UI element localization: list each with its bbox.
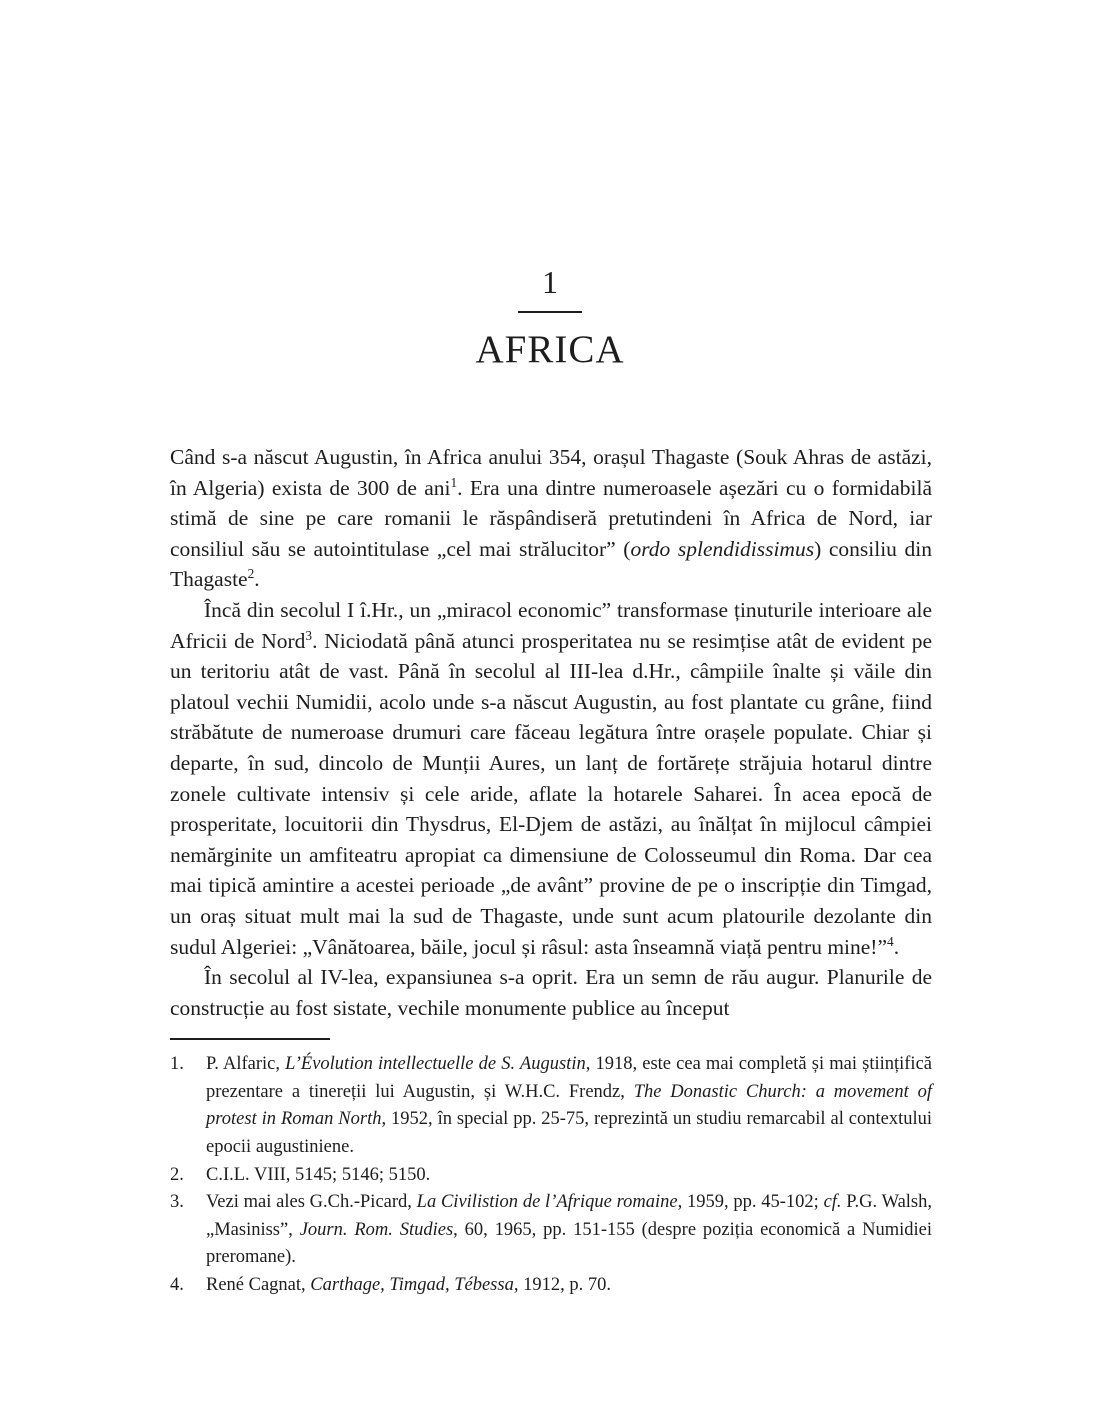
body-paragraph: În secolul al IV-lea, expansiunea s-a oprit. Era un semn de rău augur. Planurile de construcție au fost sistate, vechile monumente publice au început xyxy=(170,965,932,1020)
footnote-item xyxy=(170,1189,932,1272)
footnote-item xyxy=(170,1162,932,1190)
footnote-item xyxy=(170,1272,932,1300)
text-column xyxy=(170,442,932,1300)
body-paragraph: Când s-a născut Augustin, în Africa anului 354, orașul Thagaste (Souk Ahras de astăzi, în Algeria) exista de 300 de ani$^1$. Era una dintre numeroasele așezări cu o formidabilă stimă de sine pe care romanii le răspândiseră pretutindeni în Africa de Nord, iar consiliul său se autointitulase „cel mai strălucitor” (ordo splendidissimus) consiliu din Thagaste$^2$. xyxy=(170,445,933,592)
footnotes-section xyxy=(170,1051,932,1299)
footnote-number: 4. xyxy=(170,1275,184,1296)
chapter-title: AFRICA xyxy=(475,328,625,371)
footnote-text: René Cagnat, Carthage, Timgad, Tébessa, 1912, p. 70. xyxy=(206,1275,611,1296)
chapter-number: 1 xyxy=(542,264,558,300)
footnote-item xyxy=(170,1051,932,1161)
footnote-number: 1. xyxy=(170,1054,184,1075)
footnote-number: 3. xyxy=(170,1192,184,1213)
footnote-text: Vezi mai ales G.Ch.-Picard, La Civilistion de l’Afrique romaine, 1959, pp. 45-102; cf. P.G. Walsh, „Masiniss”, Journ. Rom. Studies, 60, 1965, pp. 151-155 (despre poziția economică a Numidiei preromane). xyxy=(206,1192,932,1268)
footnote-text: C.I.L. VIII, 5145; 5146; 5150. xyxy=(206,1164,431,1185)
body-paragraph: Încă din secolul I î.Hr., un „miracol economic” transformase ținuturile interioare ale Africii de Nord$^3$. Niciodată până atunci prosperitatea nu se resimțise atât de evident pe un teritoriu atât de vast. Până în secolul al III-lea d.Hr., câmpiile înalte și văile din platoul vechii Numidii, acolo unde s-a născut Augustin, au fost plantate cu grâne, fiind străbătute de numeroase drumuri care făceau legătura între orașele populate. Chiar și departe, în sud, dincolo de Munții Aures, un lanț de fortărețe străjuia hotarul dintre zonele cultivate intensiv și cele aride, aflate la hotarele Saharei. În acea epocă de prosperitate, locuitorii din Thysdrus, El-Djem de astăzi, au înălțat în mijlocul câmpiei nemărginite un amfiteatru apropiat ca dimensiune de Colosseumul din Roma. Dar cea mai tipică amintire a acestei perioade „de avânt” provine de pe o inscripție din Timgad, un oraș situat mult mai la sud de Thagaste, unde sunt acum platourile dezolante din sudul Algeriei: „Vânătoarea, băile, jocul și râsul: asta înseamnă viață pentru mine!”$^4$. xyxy=(170,597,932,959)
chapter-rule-divider xyxy=(518,311,582,313)
footnote-text: P. Alfaric, L’Évolution intellectuelle de S. Augustin, 1918, este cea mai completă și mai științifică prezentare a tinereții lui Augustin, și W.H.C. Frendz, The Donastic Church: a movement of protest in Roman North, 1952, în special pp. 25-75, reprezintă un studiu remarcabil al contextului epocii augustiniene. xyxy=(206,1054,932,1158)
chapter-header xyxy=(0,266,1100,369)
footnote-separator xyxy=(170,1038,330,1040)
body-text xyxy=(170,442,932,1023)
footnote-number: 2. xyxy=(170,1164,184,1185)
